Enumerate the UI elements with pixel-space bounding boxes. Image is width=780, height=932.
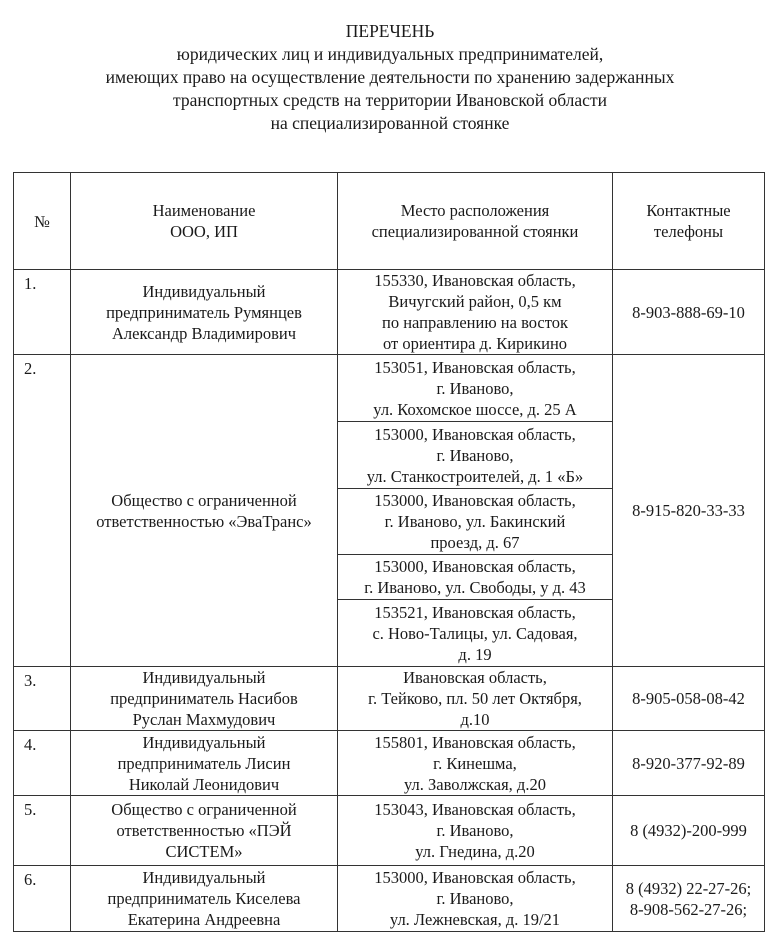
- company-name: Индивидуальный предприниматель Лисин Николай Леонидович: [71, 731, 338, 796]
- table-row: [14, 866, 765, 932]
- company-name: Индивидуальный предприниматель Румянцев Александр Владимирович: [71, 270, 338, 355]
- parking-location: 155330, Ивановская область, Вичугский район, 0,5 км по направлению на восток от ориентира д. Кирикино: [338, 270, 613, 355]
- parking-location: 153051, Ивановская область, г. Иваново, ул. Кохомское шоссе, д. 25 А: [338, 355, 612, 422]
- title-line: юридических лиц и индивидуальных предпринимателей,: [176, 44, 604, 64]
- header-phones: Контактные телефоны: [613, 173, 765, 270]
- table-header-row: [14, 173, 765, 270]
- title-line: имеющих право на осуществление деятельности по хранению задержанных: [105, 67, 675, 87]
- contact-phones: 8-905-058-08-42: [613, 667, 765, 731]
- contact-phones: 8 (4932) 22-27-26; 8-908-562-27-26;: [613, 866, 765, 932]
- contact-phones: 8-920-377-92-89: [613, 731, 765, 796]
- parking-location: Ивановская область, г. Тейково, пл. 50 лет Октября, д.10: [338, 667, 613, 731]
- parking-location: 153043, Ивановская область, г. Иваново, ул. Гнедина, д.20: [338, 796, 613, 866]
- title-line: ПЕРЕЧЕНЬ: [345, 21, 435, 41]
- table-row: [14, 731, 765, 796]
- document-title: [0, 20, 780, 135]
- parking-location: 153000, Ивановская область, г. Иваново, ул. Лежневская, д. 19/21: [338, 866, 613, 932]
- row-number: 5.: [14, 796, 71, 866]
- table-row: [14, 667, 765, 731]
- parking-locations: [338, 355, 613, 667]
- row-number: 3.: [14, 667, 71, 731]
- title-line: на специализированной стоянке: [270, 113, 510, 133]
- table-row: [14, 355, 765, 667]
- company-name: Индивидуальный предприниматель Киселева Екатерина Андреевна: [71, 866, 338, 932]
- company-name: Общество с ограниченной ответственностью «ПЭЙ СИСТЕМ»: [71, 796, 338, 866]
- row-number: 1.: [14, 270, 71, 355]
- company-name: Индивидуальный предприниматель Насибов Руслан Махмудович: [71, 667, 338, 731]
- contact-phones: 8 (4932)-200-999: [613, 796, 765, 866]
- parking-location: 155801, Ивановская область, г. Кинешма, ул. Заволжская, д.20: [338, 731, 613, 796]
- table-row: [14, 796, 765, 866]
- company-name: Общество с ограниченной ответственностью «ЭваТранс»: [71, 355, 338, 667]
- title-line: транспортных средств на территории Ивановской области: [173, 90, 607, 110]
- header-name: Наименование ООО, ИП: [71, 173, 338, 270]
- contact-phones: 8-903-888-69-10: [613, 270, 765, 355]
- parking-location: 153521, Ивановская область, с. Ново-Талицы, ул. Садовая, д. 19: [372, 602, 578, 664]
- header-num: №: [14, 173, 71, 270]
- parking-location: 153000, Ивановская область, г. Иваново, ул. Свободы, у д. 43: [338, 555, 612, 600]
- parking-operators-table: [13, 172, 765, 932]
- contact-phones: 8-915-820-33-33: [613, 355, 765, 667]
- row-number: 6.: [14, 866, 71, 932]
- parking-location: 153000, Ивановская область, г. Иваново, ул. Станкостроителей, д. 1 «Б»: [338, 422, 612, 489]
- header-location: Место расположения специализированной стоянки: [338, 173, 613, 270]
- parking-location: 153000, Ивановская область, г. Иваново, ул. Бакинский проезд, д. 67: [338, 489, 612, 555]
- row-number: 2.: [14, 355, 71, 667]
- row-number: 4.: [14, 731, 71, 796]
- table-row: [14, 270, 765, 355]
